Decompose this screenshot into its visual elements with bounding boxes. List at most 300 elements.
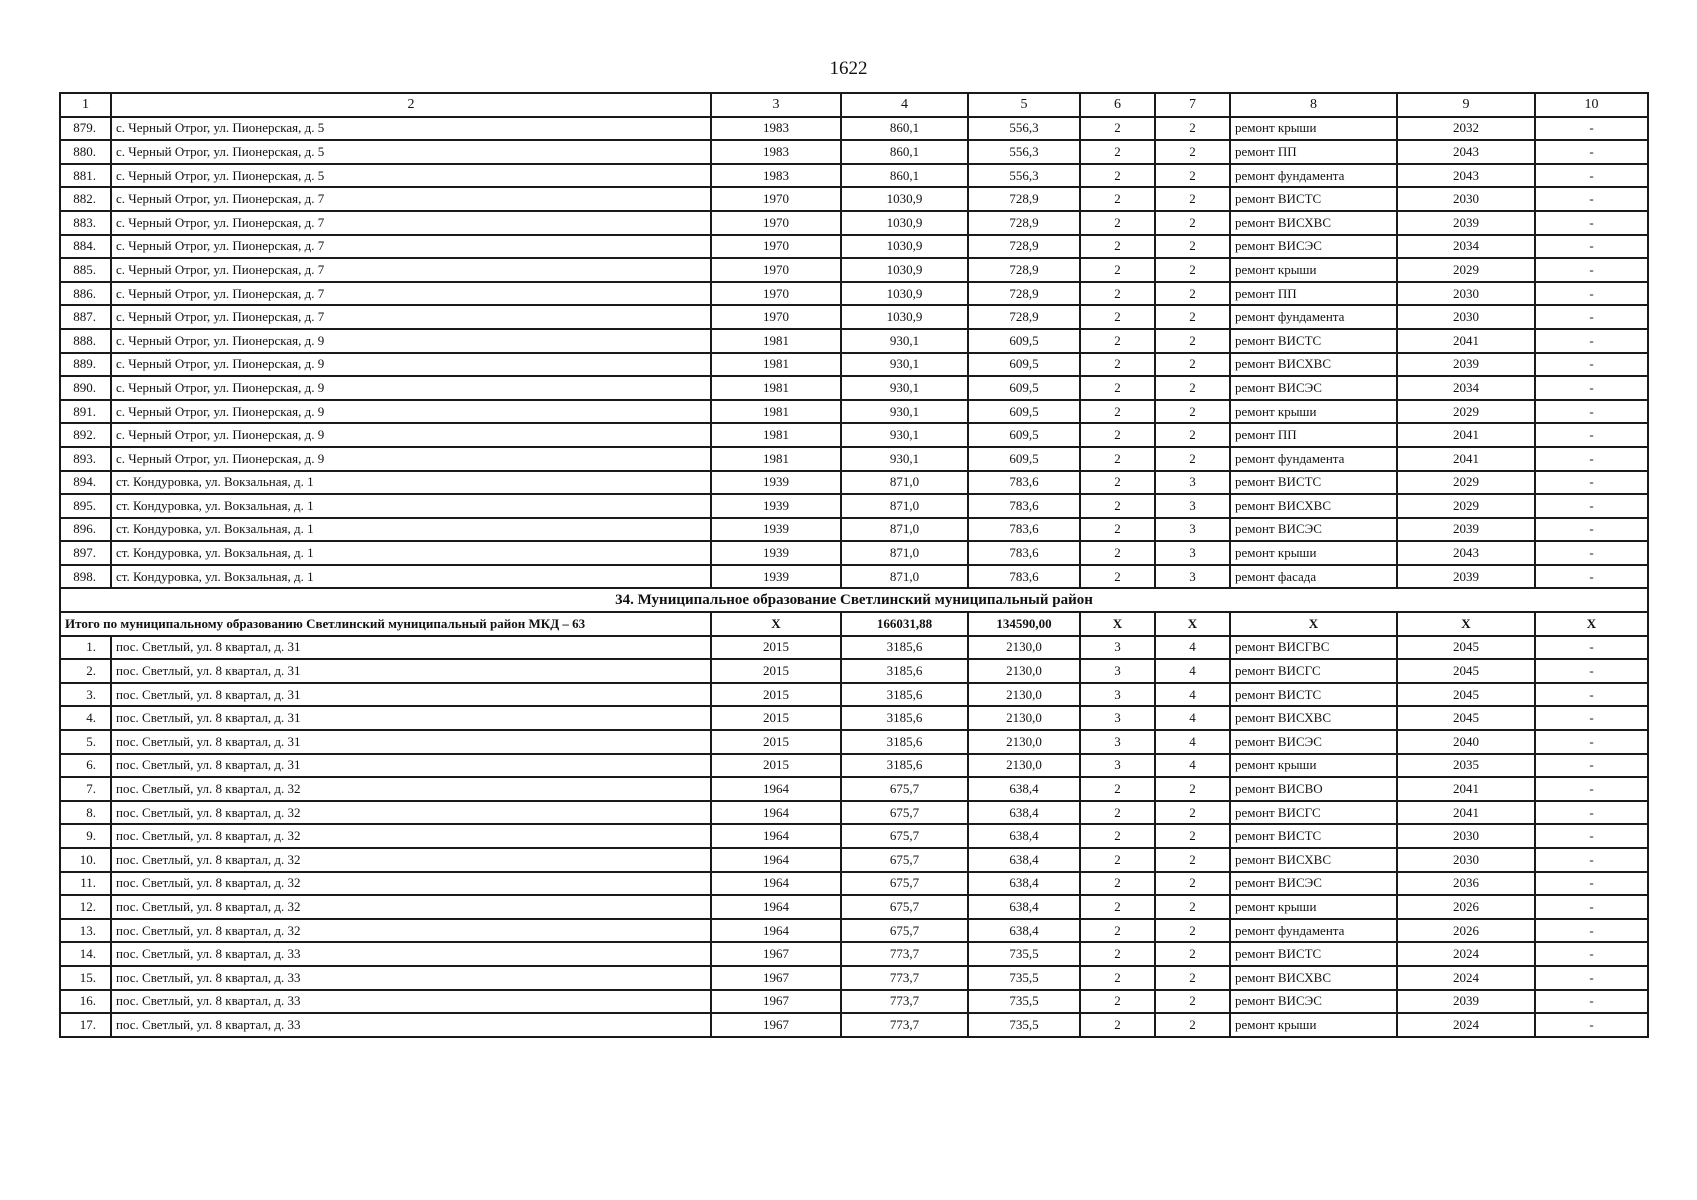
year-cell: 1981: [711, 447, 841, 471]
work-type-cell: ремонт крыши: [1230, 754, 1397, 778]
column-header: 9: [1397, 93, 1535, 117]
total-area-cell: 930,1: [841, 400, 968, 424]
note-cell: -: [1535, 305, 1648, 329]
table-row: [60, 164, 1648, 188]
total-value: Х: [1535, 612, 1648, 636]
entrances-cell: 2: [1155, 282, 1230, 306]
living-area-cell: 609,5: [968, 447, 1080, 471]
repair-schedule-table: [59, 92, 1649, 1038]
floors-cell: 2: [1080, 565, 1155, 589]
floors-cell: 3: [1080, 754, 1155, 778]
year-cell: 2015: [711, 706, 841, 730]
year-planned-cell: 2039: [1397, 990, 1535, 1014]
row-number: 13.: [60, 919, 111, 943]
page-number: 1622: [829, 58, 868, 79]
work-type-cell: ремонт ВИСХВС: [1230, 211, 1397, 235]
living-area-cell: 728,9: [968, 187, 1080, 211]
total-area-cell: 930,1: [841, 376, 968, 400]
total-area-cell: 675,7: [841, 848, 968, 872]
living-area-cell: 638,4: [968, 919, 1080, 943]
entrances-cell: 2: [1155, 1013, 1230, 1037]
living-area-cell: 728,9: [968, 258, 1080, 282]
row-number: 887.: [60, 305, 111, 329]
work-type-cell: ремонт ВИСГВС: [1230, 636, 1397, 660]
total-area-cell: 675,7: [841, 801, 968, 825]
year-planned-cell: 2043: [1397, 140, 1535, 164]
work-type-cell: ремонт ВИСХВС: [1230, 494, 1397, 518]
floors-cell: 2: [1080, 966, 1155, 990]
total-area-cell: 675,7: [841, 895, 968, 919]
total-value: Х: [1080, 612, 1155, 636]
living-area-cell: 735,5: [968, 1013, 1080, 1037]
note-cell: -: [1535, 942, 1648, 966]
table-row: [60, 376, 1648, 400]
year-planned-cell: 2041: [1397, 447, 1535, 471]
floors-cell: 2: [1080, 848, 1155, 872]
year-cell: 1981: [711, 329, 841, 353]
year-planned-cell: 2035: [1397, 754, 1535, 778]
column-header: 4: [841, 93, 968, 117]
column-header: 2: [111, 93, 711, 117]
column-header-row: [60, 93, 1648, 117]
note-cell: -: [1535, 541, 1648, 565]
year-cell: 2015: [711, 659, 841, 683]
entrances-cell: 2: [1155, 447, 1230, 471]
address-cell: ст. Кондуровка, ул. Вокзальная, д. 1: [111, 494, 711, 518]
table-row: [60, 305, 1648, 329]
year-planned-cell: 2034: [1397, 376, 1535, 400]
living-area-cell: 735,5: [968, 966, 1080, 990]
address-cell: пос. Светлый, ул. 8 квартал, д. 31: [111, 636, 711, 660]
year-planned-cell: 2039: [1397, 518, 1535, 542]
note-cell: -: [1535, 683, 1648, 707]
year-planned-cell: 2029: [1397, 400, 1535, 424]
note-cell: -: [1535, 518, 1648, 542]
floors-cell: 2: [1080, 777, 1155, 801]
column-header: 5: [968, 93, 1080, 117]
year-cell: 1981: [711, 400, 841, 424]
row-number: 889.: [60, 353, 111, 377]
living-area-cell: 728,9: [968, 235, 1080, 259]
floors-cell: 2: [1080, 895, 1155, 919]
year-cell: 1964: [711, 824, 841, 848]
floors-cell: 2: [1080, 423, 1155, 447]
total-area-cell: 675,7: [841, 919, 968, 943]
floors-cell: 2: [1080, 329, 1155, 353]
total-area-cell: 3185,6: [841, 659, 968, 683]
total-area-cell: 1030,9: [841, 282, 968, 306]
address-cell: ст. Кондуровка, ул. Вокзальная, д. 1: [111, 518, 711, 542]
floors-cell: 2: [1080, 258, 1155, 282]
total-label: Итого по муниципальному образованию Светлинский муниципальный район МКД – 63: [60, 612, 711, 636]
entrances-cell: 2: [1155, 423, 1230, 447]
living-area-cell: 638,4: [968, 848, 1080, 872]
row-number: 892.: [60, 423, 111, 447]
year-planned-cell: 2039: [1397, 565, 1535, 589]
row-number: 884.: [60, 235, 111, 259]
living-area-cell: 609,5: [968, 400, 1080, 424]
address-cell: пос. Светлый, ул. 8 квартал, д. 31: [111, 754, 711, 778]
year-cell: 1970: [711, 258, 841, 282]
note-cell: -: [1535, 164, 1648, 188]
floors-cell: 2: [1080, 353, 1155, 377]
row-number: 890.: [60, 376, 111, 400]
year-planned-cell: 2026: [1397, 895, 1535, 919]
year-planned-cell: 2043: [1397, 541, 1535, 565]
floors-cell: 3: [1080, 683, 1155, 707]
address-cell: ст. Кондуровка, ул. Вокзальная, д. 1: [111, 541, 711, 565]
year-cell: 1967: [711, 1013, 841, 1037]
year-planned-cell: 2045: [1397, 706, 1535, 730]
address-cell: с. Черный Отрог, ул. Пионерская, д. 9: [111, 400, 711, 424]
year-cell: 1970: [711, 187, 841, 211]
table-row: [60, 353, 1648, 377]
total-area-cell: 930,1: [841, 423, 968, 447]
floors-cell: 3: [1080, 659, 1155, 683]
entrances-cell: 2: [1155, 164, 1230, 188]
note-cell: -: [1535, 1013, 1648, 1037]
work-type-cell: ремонт ВИСТС: [1230, 683, 1397, 707]
entrances-cell: 2: [1155, 211, 1230, 235]
year-cell: 1939: [711, 565, 841, 589]
table-row: [60, 801, 1648, 825]
address-cell: с. Черный Отрог, ул. Пионерская, д. 7: [111, 235, 711, 259]
year-cell: 1967: [711, 966, 841, 990]
work-type-cell: ремонт ПП: [1230, 140, 1397, 164]
note-cell: -: [1535, 140, 1648, 164]
year-planned-cell: 2029: [1397, 494, 1535, 518]
floors-cell: 2: [1080, 990, 1155, 1014]
year-planned-cell: 2029: [1397, 471, 1535, 495]
entrances-cell: 3: [1155, 541, 1230, 565]
address-cell: пос. Светлый, ул. 8 квартал, д. 32: [111, 848, 711, 872]
column-header: 10: [1535, 93, 1648, 117]
address-cell: с. Черный Отрог, ул. Пионерская, д. 9: [111, 447, 711, 471]
work-type-cell: ремонт ВИСЭС: [1230, 376, 1397, 400]
total-value: 166031,88: [841, 612, 968, 636]
address-cell: пос. Светлый, ул. 8 квартал, д. 33: [111, 990, 711, 1014]
column-header: 7: [1155, 93, 1230, 117]
address-cell: с. Черный Отрог, ул. Пионерская, д. 9: [111, 329, 711, 353]
floors-cell: 2: [1080, 518, 1155, 542]
living-area-cell: 638,4: [968, 872, 1080, 896]
year-planned-cell: 2041: [1397, 777, 1535, 801]
row-number: 896.: [60, 518, 111, 542]
column-header: 3: [711, 93, 841, 117]
row-number: 888.: [60, 329, 111, 353]
living-area-cell: 2130,0: [968, 706, 1080, 730]
living-area-cell: 638,4: [968, 895, 1080, 919]
entrances-cell: 2: [1155, 824, 1230, 848]
table-row: [60, 565, 1648, 589]
floors-cell: 2: [1080, 211, 1155, 235]
address-cell: с. Черный Отрог, ул. Пионерская, д. 7: [111, 258, 711, 282]
year-planned-cell: 2039: [1397, 211, 1535, 235]
total-value: 134590,00: [968, 612, 1080, 636]
floors-cell: 2: [1080, 117, 1155, 141]
year-cell: 1983: [711, 164, 841, 188]
total-row: [60, 612, 1648, 636]
address-cell: пос. Светлый, ул. 8 квартал, д. 31: [111, 706, 711, 730]
year-planned-cell: 2026: [1397, 919, 1535, 943]
address-cell: пос. Светлый, ул. 8 квартал, д. 32: [111, 895, 711, 919]
work-type-cell: ремонт ВИСТС: [1230, 187, 1397, 211]
row-number: 17.: [60, 1013, 111, 1037]
table-row: [60, 518, 1648, 542]
year-planned-cell: 2041: [1397, 801, 1535, 825]
year-cell: 1964: [711, 919, 841, 943]
table-row: [60, 942, 1648, 966]
year-cell: 1964: [711, 895, 841, 919]
floors-cell: 2: [1080, 400, 1155, 424]
address-cell: пос. Светлый, ул. 8 квартал, д. 32: [111, 777, 711, 801]
address-cell: пос. Светлый, ул. 8 квартал, д. 31: [111, 683, 711, 707]
row-number: 886.: [60, 282, 111, 306]
note-cell: -: [1535, 824, 1648, 848]
year-planned-cell: 2032: [1397, 117, 1535, 141]
row-number: 885.: [60, 258, 111, 282]
entrances-cell: 3: [1155, 471, 1230, 495]
address-cell: с. Черный Отрог, ул. Пионерская, д. 5: [111, 164, 711, 188]
total-area-cell: 675,7: [841, 777, 968, 801]
table-row: [60, 494, 1648, 518]
row-number: 881.: [60, 164, 111, 188]
note-cell: -: [1535, 659, 1648, 683]
note-cell: -: [1535, 423, 1648, 447]
table-row: [60, 282, 1648, 306]
work-type-cell: ремонт фундамента: [1230, 447, 1397, 471]
year-planned-cell: 2024: [1397, 966, 1535, 990]
note-cell: -: [1535, 777, 1648, 801]
row-number: 894.: [60, 471, 111, 495]
row-number: 7.: [60, 777, 111, 801]
address-cell: ст. Кондуровка, ул. Вокзальная, д. 1: [111, 565, 711, 589]
note-cell: -: [1535, 990, 1648, 1014]
address-cell: пос. Светлый, ул. 8 квартал, д. 31: [111, 659, 711, 683]
year-cell: 1967: [711, 990, 841, 1014]
address-cell: с. Черный Отрог, ул. Пионерская, д. 9: [111, 376, 711, 400]
table-row: [60, 777, 1648, 801]
row-number: 1.: [60, 636, 111, 660]
living-area-cell: 609,5: [968, 353, 1080, 377]
year-planned-cell: 2040: [1397, 730, 1535, 754]
year-planned-cell: 2030: [1397, 305, 1535, 329]
year-cell: 1983: [711, 117, 841, 141]
floors-cell: 2: [1080, 235, 1155, 259]
work-type-cell: ремонт ВИСГС: [1230, 659, 1397, 683]
row-number: 897.: [60, 541, 111, 565]
table-row: [60, 754, 1648, 778]
note-cell: -: [1535, 329, 1648, 353]
living-area-cell: 728,9: [968, 211, 1080, 235]
year-planned-cell: 2045: [1397, 636, 1535, 660]
entrances-cell: 4: [1155, 636, 1230, 660]
year-planned-cell: 2041: [1397, 329, 1535, 353]
note-cell: -: [1535, 235, 1648, 259]
work-type-cell: ремонт крыши: [1230, 258, 1397, 282]
section-header-row: [60, 588, 1648, 612]
table-row: [60, 1013, 1648, 1037]
floors-cell: 2: [1080, 471, 1155, 495]
living-area-cell: 735,5: [968, 990, 1080, 1014]
floors-cell: 2: [1080, 447, 1155, 471]
total-area-cell: 3185,6: [841, 706, 968, 730]
work-type-cell: ремонт ВИСЭС: [1230, 235, 1397, 259]
year-planned-cell: 2043: [1397, 164, 1535, 188]
row-number: 12.: [60, 895, 111, 919]
entrances-cell: 4: [1155, 706, 1230, 730]
entrances-cell: 2: [1155, 187, 1230, 211]
table-row: [60, 400, 1648, 424]
section-title: 34. Муниципальное образование Светлинский муниципальный район: [60, 588, 1648, 612]
note-cell: -: [1535, 282, 1648, 306]
year-cell: 1939: [711, 518, 841, 542]
living-area-cell: 638,4: [968, 824, 1080, 848]
note-cell: -: [1535, 636, 1648, 660]
entrances-cell: 3: [1155, 565, 1230, 589]
year-cell: 1964: [711, 777, 841, 801]
living-area-cell: 783,6: [968, 494, 1080, 518]
entrances-cell: 2: [1155, 872, 1230, 896]
address-cell: с. Черный Отрог, ул. Пионерская, д. 7: [111, 282, 711, 306]
total-area-cell: 930,1: [841, 329, 968, 353]
year-cell: 1981: [711, 376, 841, 400]
row-number: 2.: [60, 659, 111, 683]
work-type-cell: ремонт крыши: [1230, 400, 1397, 424]
year-planned-cell: 2034: [1397, 235, 1535, 259]
table-row: [60, 636, 1648, 660]
year-cell: 1939: [711, 471, 841, 495]
total-area-cell: 1030,9: [841, 258, 968, 282]
work-type-cell: ремонт ВИСТС: [1230, 329, 1397, 353]
year-cell: 1964: [711, 848, 841, 872]
table-row: [60, 919, 1648, 943]
note-cell: -: [1535, 895, 1648, 919]
entrances-cell: 2: [1155, 848, 1230, 872]
address-cell: пос. Светлый, ул. 8 квартал, д. 33: [111, 942, 711, 966]
year-planned-cell: 2030: [1397, 282, 1535, 306]
living-area-cell: 556,3: [968, 164, 1080, 188]
row-number: 4.: [60, 706, 111, 730]
year-planned-cell: 2041: [1397, 423, 1535, 447]
address-cell: пос. Светлый, ул. 8 квартал, д. 33: [111, 1013, 711, 1037]
total-area-cell: 871,0: [841, 541, 968, 565]
floors-cell: 2: [1080, 824, 1155, 848]
address-cell: с. Черный Отрог, ул. Пионерская, д. 5: [111, 117, 711, 141]
living-area-cell: 783,6: [968, 518, 1080, 542]
year-cell: 1967: [711, 942, 841, 966]
total-area-cell: 860,1: [841, 140, 968, 164]
work-type-cell: ремонт ВИСВО: [1230, 777, 1397, 801]
table-row: [60, 211, 1648, 235]
entrances-cell: 2: [1155, 258, 1230, 282]
note-cell: -: [1535, 754, 1648, 778]
work-type-cell: ремонт фасада: [1230, 565, 1397, 589]
total-area-cell: 1030,9: [841, 187, 968, 211]
living-area-cell: 783,6: [968, 541, 1080, 565]
living-area-cell: 638,4: [968, 801, 1080, 825]
total-area-cell: 675,7: [841, 824, 968, 848]
total-area-cell: 930,1: [841, 447, 968, 471]
note-cell: -: [1535, 376, 1648, 400]
living-area-cell: 783,6: [968, 565, 1080, 589]
note-cell: -: [1535, 400, 1648, 424]
year-planned-cell: 2030: [1397, 824, 1535, 848]
work-type-cell: ремонт ВИСХВС: [1230, 966, 1397, 990]
year-cell: 1964: [711, 801, 841, 825]
year-planned-cell: 2030: [1397, 848, 1535, 872]
living-area-cell: 2130,0: [968, 683, 1080, 707]
table-row: [60, 541, 1648, 565]
row-number: 9.: [60, 824, 111, 848]
table-row: [60, 447, 1648, 471]
address-cell: пос. Светлый, ул. 8 квартал, д. 32: [111, 919, 711, 943]
note-cell: -: [1535, 565, 1648, 589]
table-row: [60, 423, 1648, 447]
row-number: 879.: [60, 117, 111, 141]
table-row: [60, 659, 1648, 683]
table-row: [60, 824, 1648, 848]
note-cell: -: [1535, 187, 1648, 211]
row-number: 16.: [60, 990, 111, 1014]
work-type-cell: ремонт ВИСТС: [1230, 824, 1397, 848]
table-row: [60, 258, 1648, 282]
entrances-cell: 2: [1155, 329, 1230, 353]
year-cell: 2015: [711, 754, 841, 778]
year-cell: 1981: [711, 353, 841, 377]
table-row: [60, 895, 1648, 919]
address-cell: с. Черный Отрог, ул. Пионерская, д. 7: [111, 305, 711, 329]
year-cell: 1983: [711, 140, 841, 164]
row-number: 14.: [60, 942, 111, 966]
note-cell: -: [1535, 353, 1648, 377]
floors-cell: 3: [1080, 730, 1155, 754]
entrances-cell: 4: [1155, 659, 1230, 683]
year-cell: 1939: [711, 494, 841, 518]
note-cell: -: [1535, 471, 1648, 495]
total-value: Х: [1230, 612, 1397, 636]
year-cell: 1970: [711, 211, 841, 235]
total-value: Х: [1397, 612, 1535, 636]
address-cell: с. Черный Отрог, ул. Пионерская, д. 9: [111, 423, 711, 447]
work-type-cell: ремонт ВИСТС: [1230, 471, 1397, 495]
floors-cell: 2: [1080, 305, 1155, 329]
total-area-cell: 1030,9: [841, 211, 968, 235]
work-type-cell: ремонт крыши: [1230, 895, 1397, 919]
year-cell: 1970: [711, 282, 841, 306]
entrances-cell: 2: [1155, 400, 1230, 424]
year-planned-cell: 2036: [1397, 872, 1535, 896]
year-planned-cell: 2045: [1397, 659, 1535, 683]
address-cell: с. Черный Отрог, ул. Пионерская, д. 9: [111, 353, 711, 377]
year-planned-cell: 2029: [1397, 258, 1535, 282]
entrances-cell: 2: [1155, 353, 1230, 377]
year-cell: 1970: [711, 235, 841, 259]
total-area-cell: 773,7: [841, 966, 968, 990]
note-cell: -: [1535, 447, 1648, 471]
work-type-cell: ремонт крыши: [1230, 541, 1397, 565]
floors-cell: 2: [1080, 919, 1155, 943]
row-number: 893.: [60, 447, 111, 471]
table-row: [60, 117, 1648, 141]
total-value: Х: [1155, 612, 1230, 636]
table-row: [60, 140, 1648, 164]
address-cell: пос. Светлый, ул. 8 квартал, д. 32: [111, 801, 711, 825]
work-type-cell: ремонт ВИСХВС: [1230, 848, 1397, 872]
table-row: [60, 235, 1648, 259]
total-area-cell: 871,0: [841, 494, 968, 518]
floors-cell: 2: [1080, 140, 1155, 164]
